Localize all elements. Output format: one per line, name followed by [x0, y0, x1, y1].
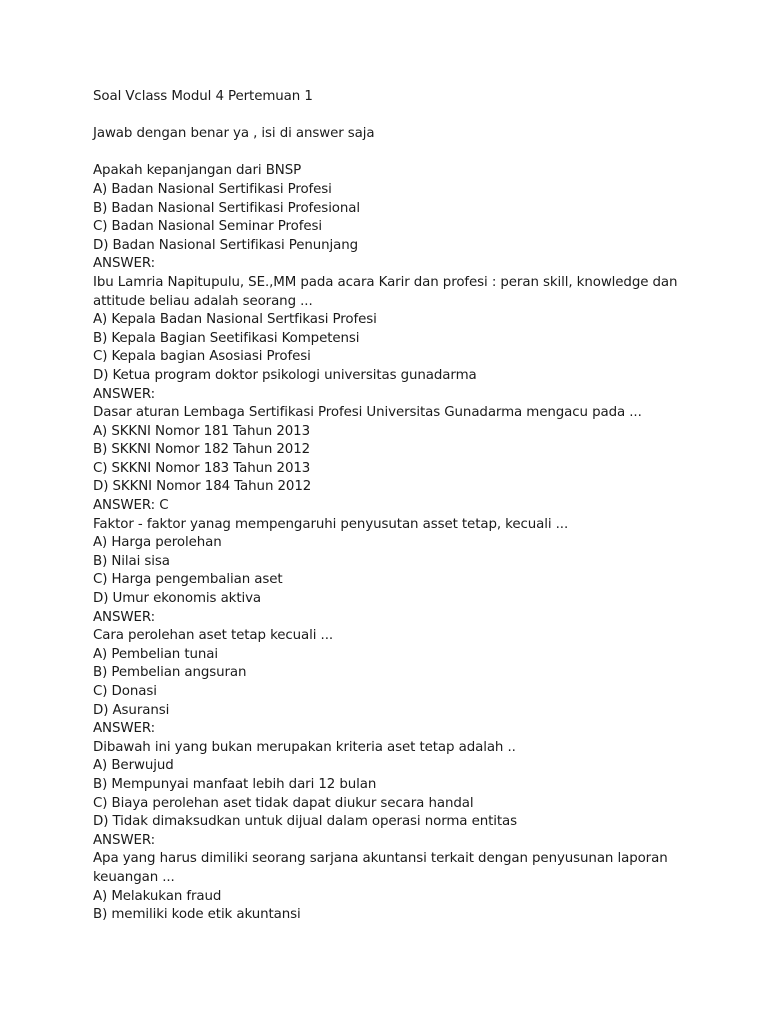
- question-text: Dibawah ini yang bukan merupakan kriteria aset tetap adalah ..: [93, 739, 516, 755]
- option-a: A) Melakukan fraud: [93, 888, 222, 904]
- option-b: B) Nilai sisa: [93, 553, 170, 569]
- option-b: B) Kepala Bagian Seetifikasi Kompetensi: [93, 330, 360, 346]
- option-a: A) Berwujud: [93, 758, 174, 774]
- option-c: C) Donasi: [93, 684, 157, 699]
- option-d: D) Asuransi: [93, 702, 170, 718]
- option-b: B) memiliki kode etik akuntansi: [93, 907, 301, 923]
- question-text-line-1: Ibu Lamria Napitupulu, SE.,MM pada acara Karir dan profesi : peran skill, knowledge dan: [93, 274, 678, 290]
- option-c: C) Biaya perolehan aset tidak dapat diukur secara handal: [93, 795, 474, 811]
- option-d: D) Badan Nasional Sertifikasi Penunjang: [93, 237, 359, 253]
- document-page: [93, 88, 733, 925]
- option-a: A) Kepala Badan Nasional Sertfikasi Profesi: [93, 312, 377, 328]
- answer-line: ANSWER:: [93, 721, 156, 737]
- option-b: B) Mempunyai manfaat lebih dari 12 bulan: [93, 776, 377, 792]
- question-5: [93, 627, 733, 739]
- question-text-line-1: Apa yang harus dimiliki seorang sarjana akuntansi terkait dengan penyusunan laporan: [93, 851, 668, 867]
- option-c: C) Kepala bagian Asosiasi Profesi: [93, 349, 311, 365]
- option-a: A) Harga perolehan: [93, 535, 222, 551]
- option-d: D) Tidak dimaksudkan untuk dijual dalam operasi norma entitas: [93, 814, 517, 830]
- option-c: C) Badan Nasional Seminar Profesi: [93, 219, 323, 235]
- question-text: Faktor - faktor yanag mempengaruhi penyusutan asset tetap, kecuali ...: [93, 516, 569, 532]
- option-a: A) Pembelian tunai: [93, 646, 218, 662]
- option-b: B) Pembelian angsuran: [93, 665, 247, 681]
- question-text: Cara perolehan aset tetap kecuali ...: [93, 628, 334, 644]
- question-3: [93, 404, 733, 516]
- question-text-line-2: attitude beliau adalah seorang ...: [93, 293, 313, 309]
- option-b: B) SKKNI Nomor 182 Tahun 2012: [93, 442, 311, 458]
- option-d: D) Ketua program doktor psikologi universitas gunadarma: [93, 367, 477, 383]
- option-c: C) SKKNI Nomor 183 Tahun 2013: [93, 460, 311, 476]
- answer-line: ANSWER: C: [93, 498, 169, 514]
- instruction-text: Jawab dengan benar ya , isi di answer saja: [93, 126, 375, 142]
- option-a: A) SKKNI Nomor 181 Tahun 2013: [93, 423, 311, 439]
- question-text: Dasar aturan Lembaga Sertifikasi Profesi Universitas Gunadarma mengacu pada ...: [93, 405, 642, 421]
- option-d: D) SKKNI Nomor 184 Tahun 2012: [93, 479, 312, 495]
- option-d: D) Umur ekonomis aktiva: [93, 591, 262, 607]
- question-1: [93, 162, 733, 274]
- question-4: [93, 516, 733, 628]
- question-6: [93, 739, 733, 851]
- question-text-line-2: keuangan ...: [93, 869, 175, 885]
- option-b: B) Badan Nasional Sertifikasi Profesional: [93, 200, 361, 216]
- document-title: Soal Vclass Modul 4 Pertemuan 1: [93, 89, 313, 104]
- question-2: [93, 274, 733, 404]
- question-text: Apakah kepanjangan dari BNSP: [93, 163, 302, 179]
- answer-line: ANSWER:: [93, 609, 156, 625]
- answer-line: ANSWER:: [93, 386, 156, 402]
- question-7: [93, 850, 733, 924]
- option-c: C) Harga pengembalian aset: [93, 572, 283, 588]
- answer-line: ANSWER:: [93, 832, 156, 848]
- answer-line: ANSWER:: [93, 256, 156, 272]
- option-a: A) Badan Nasional Sertifikasi Profesi: [93, 181, 332, 197]
